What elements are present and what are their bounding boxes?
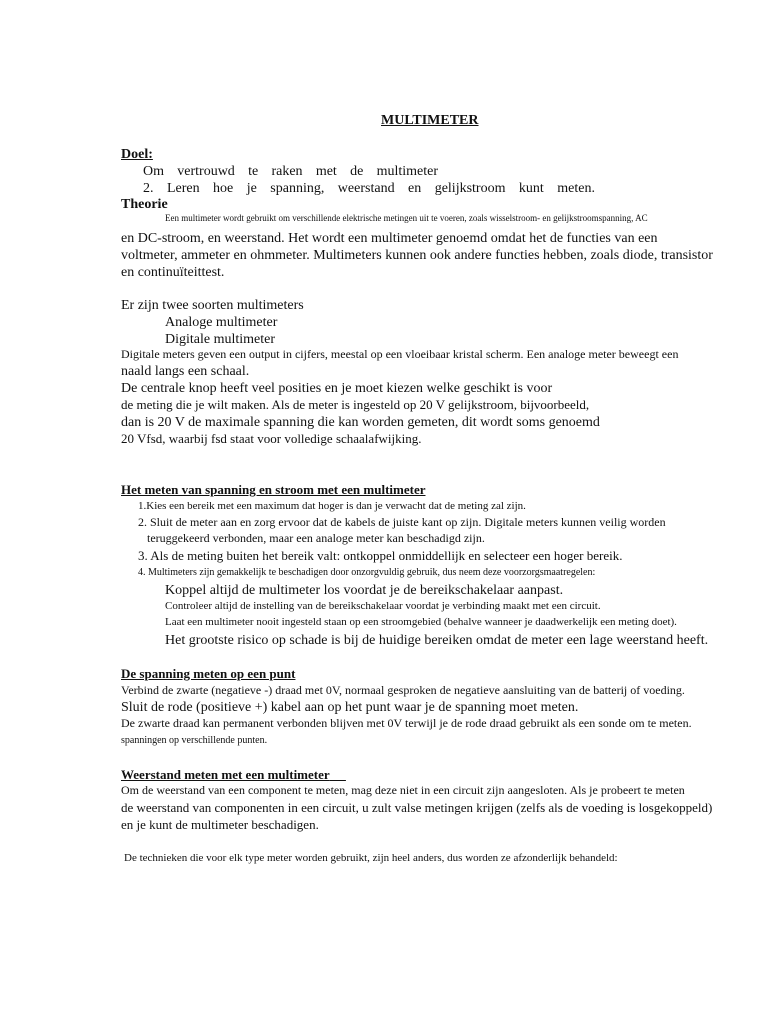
knob-line-3: dan is 20 V de maximale spanning die kan worden gemeten, dit wordt soms genoemd: [121, 415, 600, 430]
doel-item-2: 2. Leren hoe je spanning, weerstand en gelijkstroom kunt meten.: [143, 181, 595, 196]
meten-step-4: 4. Multimeters zijn gemakkelijk te beschadigen door onzorgvuldig gebruik, dus neem deze voorzorgsmaatregelen:: [138, 567, 596, 578]
type-analog: Analoge multimeter: [165, 315, 278, 330]
theorie-small-line: Een multimeter wordt gebruikt om verschillende elektrische metingen uit te voeren, zoals wisselstroom- en gelijkstroomspanning, AC: [165, 213, 648, 223]
knob-line-4: 20 Vfsd, waarbij fsd staat voor volledige schaalafwijking.: [121, 431, 422, 446]
theorie-line-2: en DC-stroom, en weerstand. Het wordt een multimeter genoemd omdat het de functies van een: [121, 231, 658, 246]
meten-step-3: 3. Als de meting buiten het bereik valt: ontkoppel onmiddellijk en selecteer een hoger bereik.: [138, 548, 623, 563]
spanning-line-1: Verbind de zwarte (negatieve -) draad met 0V, normaal gesproken de negatieve aansluiting van de batterij of voeding.: [121, 683, 685, 697]
types-intro: Er zijn twee soorten multimeters: [121, 298, 304, 313]
precaution-4: Het grootste risico op schade is bij de huidige bereiken omdat de meter een lage weerstand heeft.: [165, 633, 709, 648]
theorie-heading: Theorie: [121, 197, 168, 212]
digital-line-2: naald langs een schaal.: [121, 364, 250, 379]
theorie-line-3: voltmeter, ammeter en ohmmeter. Multimeters kunnen ook andere functies hebben, zoals diode, transistor: [121, 248, 713, 263]
weerstand-heading: [121, 768, 346, 783]
knob-line-2: de meting die je wilt maken. Als de meter is ingesteld op 20 V gelijkstroom, bijvoorbeeld,: [121, 397, 590, 412]
meten-heading: Het meten van spanning en stroom met een multimeter: [121, 482, 426, 497]
spanning-heading: De spanning meten op een punt: [121, 666, 296, 681]
doel-heading: Doel:: [121, 147, 153, 162]
type-digital: Digitale multimeter: [165, 332, 276, 347]
knob-line-1: De centrale knop heeft veel posities en je moet kiezen welke geschikt is voor: [121, 381, 553, 396]
spanning-line-3: De zwarte draad kan permanent verbonden blijven met 0V terwijl je de rode draad gebruikt als een sonde om te meten.: [121, 716, 692, 730]
weerstand-note: De technieken die voor elk type meter worden gebruikt, zijn heel anders, dus worden ze afzonderlijk behandeld:: [124, 852, 618, 864]
doel-item-1: Om vertrouwd te raken met de multimeter: [143, 164, 438, 179]
weerstand-heading-text: Weerstand meten met een multimeter: [121, 767, 330, 782]
precaution-3: Laat een multimeter nooit ingesteld staan op een stroomgebied (behalve wanneer je daadwerkelijk een meting doet).: [165, 616, 677, 628]
meten-step-1: 1.Kies een bereik met een maximum dat hoger is dan je verwacht dat de meting zal zijn.: [138, 500, 526, 512]
meten-step-2a: 2. Sluit de meter aan en zorg ervoor dat de kabels de juiste kant op zijn. Digitale meters kunnen veilig worden: [138, 515, 666, 529]
theorie-line-4: en continuïteittest.: [121, 265, 225, 280]
page-title: MULTIMETER: [381, 113, 479, 128]
digital-line-1: Digitale meters geven een output in cijfers, meestal op een vloeibaar kristal scherm. Een analoge meter beweegt een: [121, 347, 679, 361]
precaution-1: Koppel altijd de multimeter los voordat je de bereikschakelaar aanpast.: [165, 583, 564, 598]
spanning-line-2: Sluit de rode (positieve +) kabel aan op het punt waar je de spanning moet meten.: [121, 700, 579, 715]
weerstand-line-2: de weerstand van componenten in een circuit, u zult valse metingen krijgen (zelfs als de voeding is losgekoppeld): [121, 800, 713, 815]
meten-step-2b: teruggekeerd verbonden, maar een analoge meter kan beschadigd zijn.: [147, 531, 485, 545]
weerstand-line-3: en je kunt de multimeter beschadigen.: [121, 817, 319, 832]
weerstand-line-1: Om de weerstand van een component te meten, mag deze niet in een circuit zijn aangesloten. Als je probeert te meten: [121, 783, 685, 797]
precaution-2: Controleer altijd de instelling van de bereikschakelaar voordat je verbinding maakt met een circuit.: [165, 600, 601, 612]
spanning-line-4: spanningen op verschillende punten.: [121, 735, 268, 746]
